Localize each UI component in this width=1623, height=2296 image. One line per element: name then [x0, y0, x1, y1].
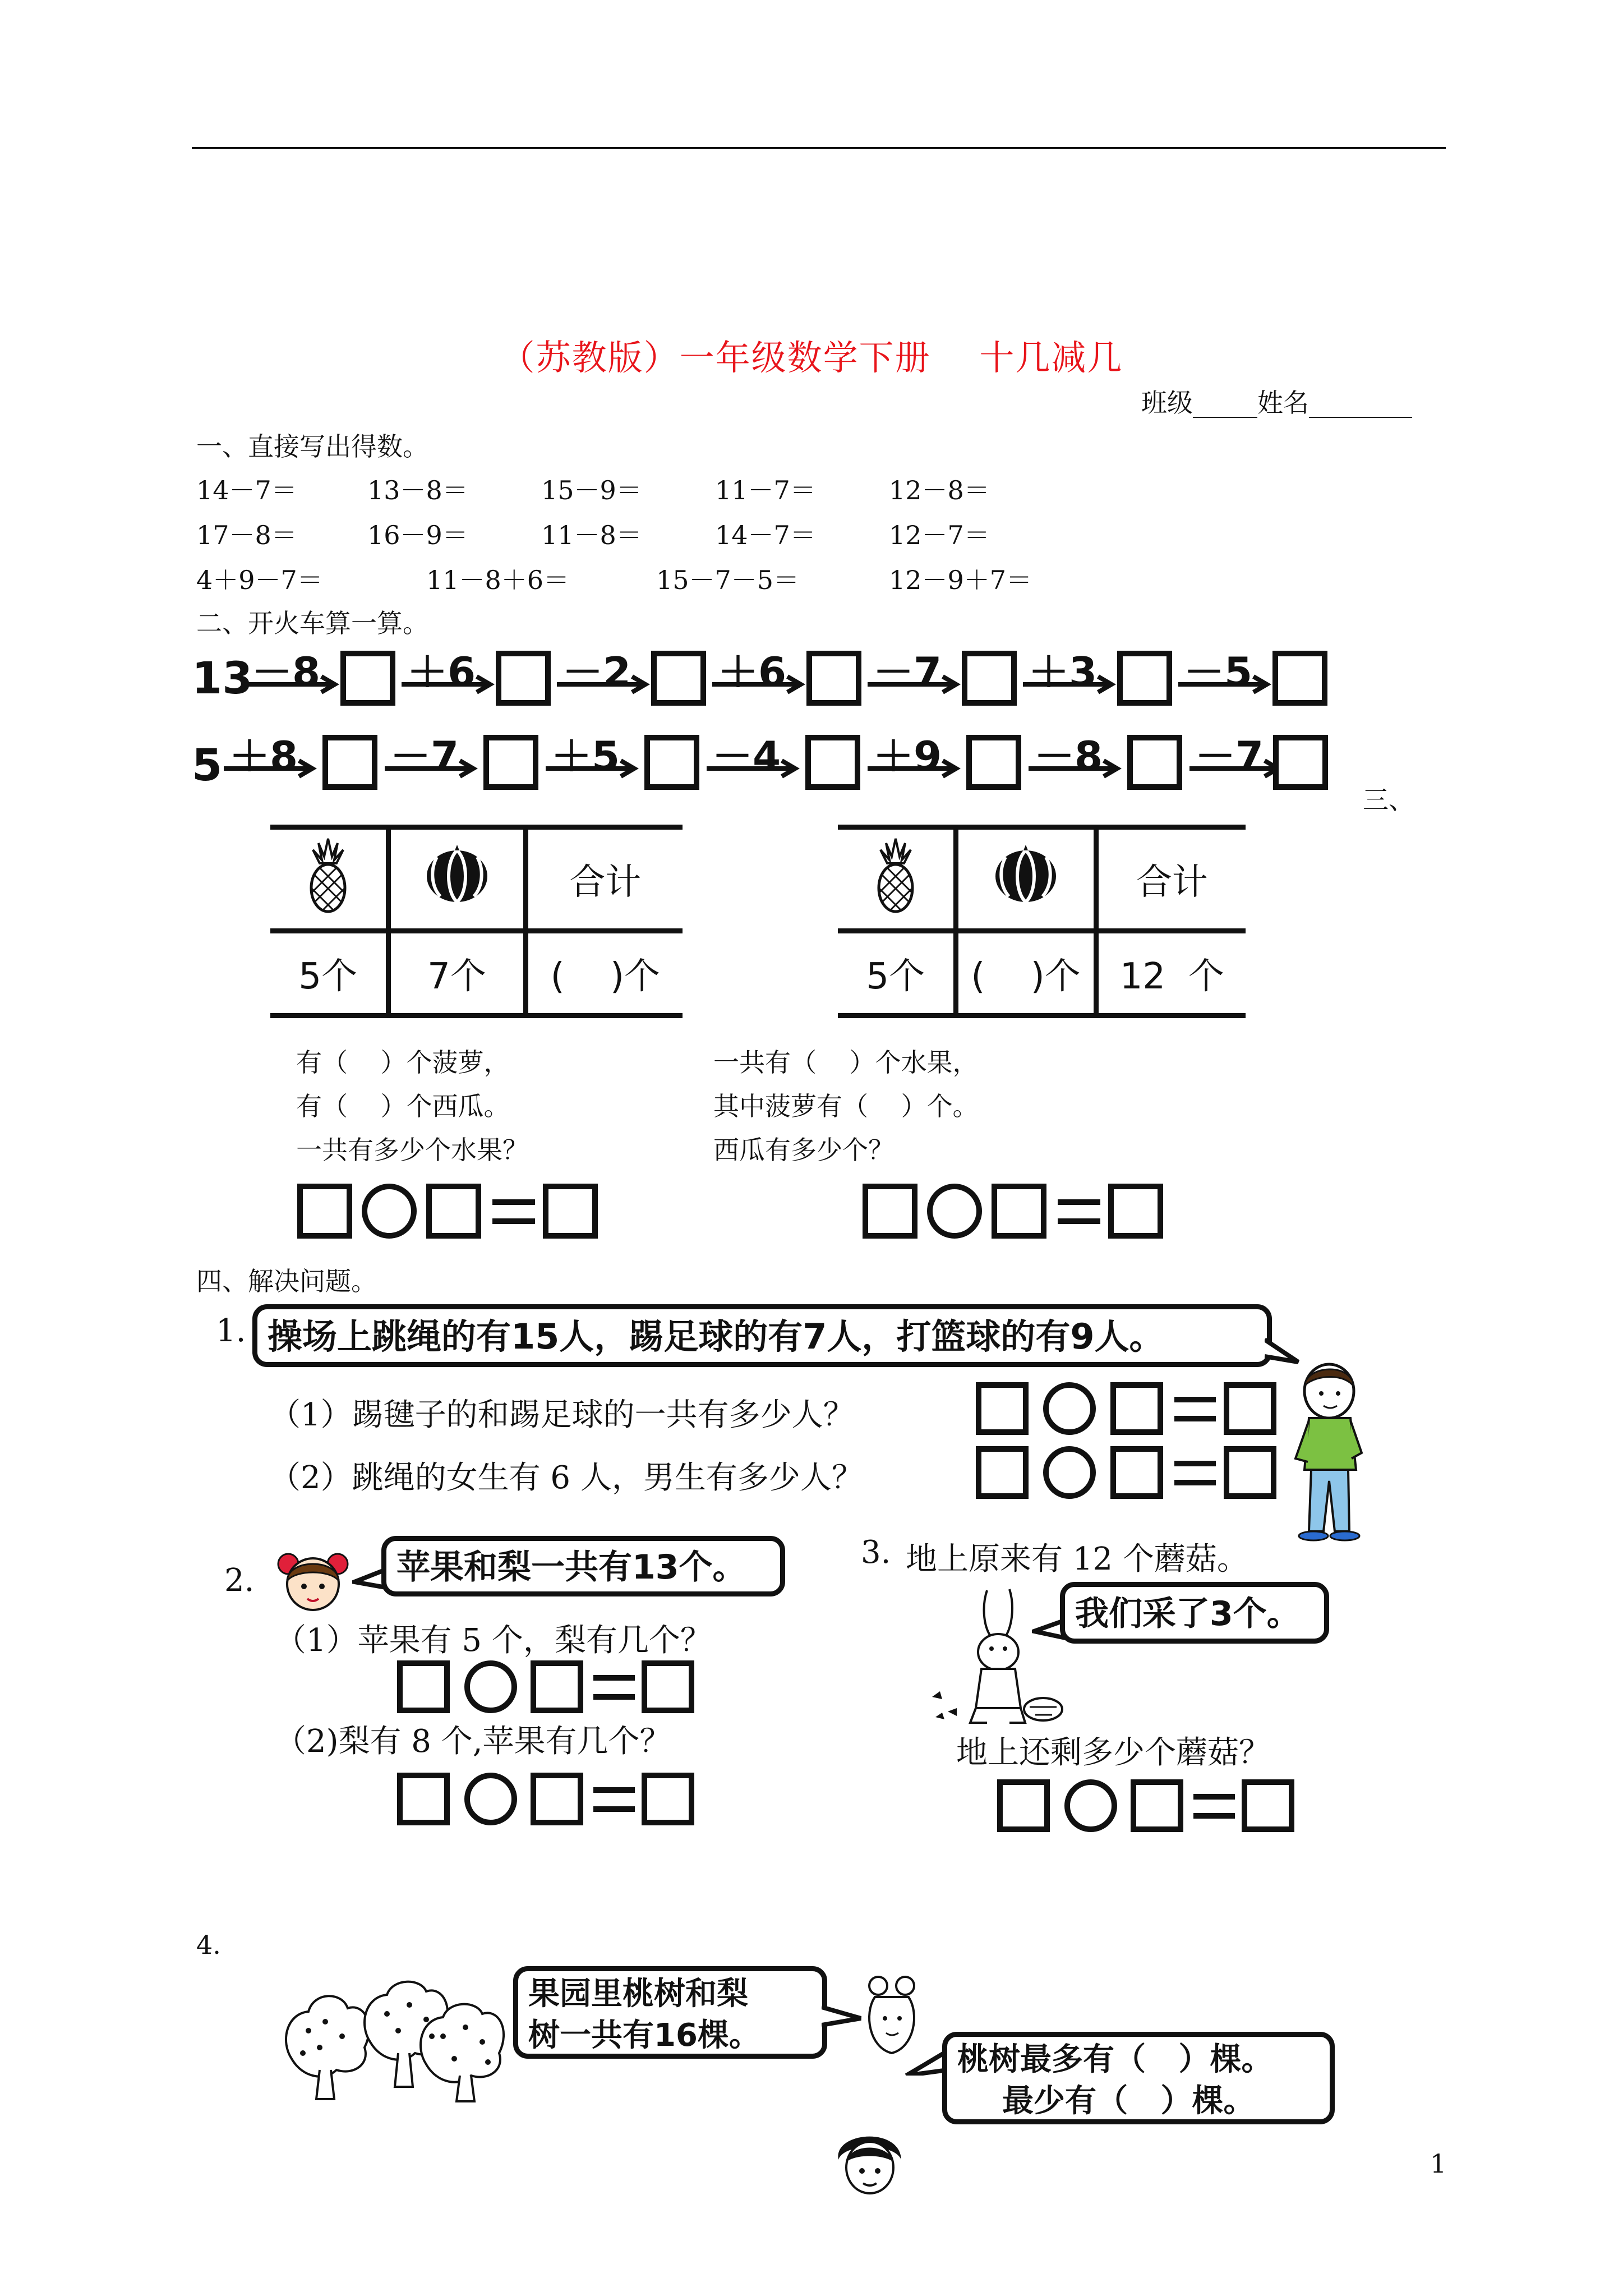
answer-box[interactable]	[863, 1184, 917, 1239]
answer-box[interactable]	[976, 1446, 1029, 1499]
train-arrow	[1176, 673, 1271, 696]
answer-box[interactable]	[297, 1184, 352, 1239]
answer-box[interactable]	[1110, 1446, 1163, 1499]
train-operation: －7	[1195, 733, 1264, 780]
train-arrow	[543, 757, 639, 780]
exercise-item: 15－7－5＝	[656, 565, 800, 595]
question-text: （2）跳绳的女生有 6 人，男生有多少人？	[269, 1460, 863, 1496]
train-arrow	[244, 673, 339, 696]
answer-box[interactable]	[397, 1773, 450, 1825]
answer-box[interactable]	[397, 1660, 450, 1713]
table-cell: ( )个	[956, 931, 1096, 1016]
watermelon-cell	[388, 827, 525, 931]
exercise-item: 12－9＋7＝	[889, 565, 1032, 595]
question-text: （2)梨有 8 个,苹果有几个？	[275, 1723, 671, 1760]
answer-box[interactable]	[1272, 651, 1327, 706]
exercise-item: 4＋9－7＝	[196, 565, 323, 595]
answer-box[interactable]	[322, 735, 377, 790]
operator-circle[interactable]	[1064, 1779, 1117, 1832]
train-operation: －5	[1183, 648, 1253, 696]
equals-sign	[492, 1199, 535, 1225]
question-text: （1）踢毽子的和踢足球的一共有多少人？	[269, 1397, 855, 1433]
train-operation: －2	[562, 648, 631, 696]
bubble-line: 树一共有16棵。	[528, 2017, 760, 2054]
answer-box[interactable]	[426, 1184, 481, 1239]
train-arrow	[865, 673, 961, 696]
answer-box[interactable]	[1224, 1382, 1276, 1435]
girl-face-illustration	[833, 2126, 906, 2199]
train-operation: ＋9	[873, 733, 942, 780]
train-arrow	[399, 673, 495, 696]
bubble-line: 最少有（ ）棵。	[1002, 2083, 1255, 2119]
answer-box[interactable]	[976, 1382, 1029, 1435]
operator-circle[interactable]	[464, 1660, 517, 1713]
train-operation: ＋5	[551, 733, 620, 780]
speech-bubble	[513, 1966, 827, 2059]
train-operation: －8	[251, 648, 321, 696]
problem-number: 3.	[861, 1534, 891, 1571]
exercise-item: 11－8＋6＝	[426, 565, 570, 595]
operator-circle[interactable]	[362, 1184, 417, 1239]
question-line: 西瓜有多少个？	[713, 1135, 894, 1165]
train-arrow	[382, 757, 478, 780]
bubble-line: 桃树最多有（ ）棵。	[957, 2041, 1273, 2078]
answer-box[interactable]	[992, 1184, 1046, 1239]
answer-box[interactable]	[651, 651, 706, 706]
total-header: 合计	[1096, 827, 1246, 931]
train-operation: ＋8	[229, 733, 298, 780]
operator-circle[interactable]	[1043, 1446, 1096, 1499]
exercise-item: 17－8＝	[196, 520, 297, 550]
answer-box[interactable]	[805, 735, 860, 790]
answer-box[interactable]	[1224, 1446, 1276, 1499]
answer-box[interactable]	[642, 1660, 694, 1713]
train-operation: －8	[1034, 733, 1103, 780]
train-start-number: 5	[192, 740, 223, 791]
train-operation: ＋6	[407, 648, 476, 696]
train-arrow	[1026, 757, 1122, 780]
answer-box[interactable]	[997, 1779, 1050, 1832]
table-cell: 5个	[838, 931, 956, 1016]
exercise-item: 14－7＝	[196, 475, 297, 505]
equals-sign	[593, 1675, 635, 1701]
pineapple-cell	[270, 827, 388, 931]
pineapple-cell	[838, 827, 956, 931]
operator-circle[interactable]	[464, 1773, 517, 1825]
exercise-item: 15－9＝	[541, 475, 642, 505]
answer-box[interactable]	[531, 1660, 583, 1713]
operator-circle[interactable]	[927, 1184, 982, 1239]
train-operation: －7	[390, 733, 459, 780]
answer-box[interactable]	[483, 735, 538, 790]
answer-box[interactable]	[531, 1773, 583, 1825]
answer-box[interactable]	[1110, 1382, 1163, 1435]
boy-illustration	[1284, 1358, 1374, 1543]
answer-box[interactable]	[340, 651, 395, 706]
train-arrow	[1021, 673, 1116, 696]
exercise-item: 11－8＝	[541, 520, 642, 550]
exercise-item: 12－7＝	[889, 520, 990, 550]
section4-heading: 四、解决问题。	[196, 1266, 377, 1296]
train-arrow	[865, 757, 961, 780]
equals-sign	[1058, 1199, 1100, 1225]
question-line: 有（ ）个菠萝，	[296, 1047, 510, 1078]
girl-face-illustration	[274, 1547, 352, 1614]
answer-box[interactable]	[543, 1184, 598, 1239]
exercise-item: 12－8＝	[889, 475, 990, 505]
answer-box[interactable]	[806, 651, 861, 706]
fruit-table-right	[838, 825, 1246, 1018]
animal-character-illustration	[858, 1975, 925, 2059]
train-operation: －7	[873, 648, 942, 696]
operator-circle[interactable]	[1043, 1382, 1096, 1435]
answer-box[interactable]	[496, 651, 551, 706]
section3-heading: 三、	[1363, 785, 1414, 815]
speech-bubble	[942, 2032, 1335, 2124]
problem-number: 2.	[224, 1562, 255, 1599]
train-arrow	[704, 757, 800, 780]
train-operation: ＋6	[717, 648, 787, 696]
answer-box[interactable]	[962, 651, 1017, 706]
answer-box[interactable]	[644, 735, 699, 790]
watermelon-icon	[992, 844, 1059, 905]
bubble-tail	[903, 2047, 948, 2076]
question-line: 一共有（ ）个水果，	[713, 1047, 979, 1078]
header-rule	[192, 147, 1446, 149]
total-header: 合计	[525, 827, 683, 931]
equals-sign	[1193, 1794, 1235, 1820]
answer-box[interactable]	[966, 735, 1021, 790]
exercise-item: 14－7＝	[715, 520, 816, 550]
page-title: （苏教版）一年级数学下册 十几减几	[500, 337, 1123, 378]
watermelon-cell	[956, 827, 1096, 931]
orchard-trees-illustration	[280, 1975, 516, 2104]
table-cell: 5个	[270, 931, 388, 1016]
exercise-item: 16－9＝	[367, 520, 468, 550]
question-line: 一共有多少个水果？	[296, 1135, 528, 1165]
answer-box[interactable]	[1273, 735, 1328, 790]
train-arrow	[1187, 757, 1283, 780]
bubble-line: 果园里桃树和梨	[528, 1976, 748, 2012]
answer-box[interactable]	[1117, 651, 1172, 706]
answer-box[interactable]	[642, 1773, 694, 1825]
equals-sign	[1174, 1397, 1216, 1423]
question-text: （1）苹果有 5 个，梨有几个？	[275, 1622, 712, 1659]
page-number: 1	[1430, 2148, 1447, 2179]
answer-box[interactable]	[1131, 1779, 1183, 1832]
problem-intro: 地上原来有 12 个蘑菇。	[906, 1541, 1248, 1577]
pineapple-icon	[870, 835, 921, 914]
equals-sign	[593, 1787, 635, 1813]
speech-bubble: 苹果和梨一共有13个。	[381, 1536, 785, 1596]
exercise-item: 11－7＝	[715, 475, 816, 505]
bubble-tail	[352, 1565, 386, 1593]
section1-heading: 一、直接写出得数。	[196, 431, 428, 462]
table-cell: ( )个	[525, 931, 683, 1016]
fruit-table-left	[270, 825, 683, 1018]
question-line: 有（ ）个西瓜。	[296, 1091, 510, 1121]
problem-number: 1.	[216, 1313, 246, 1349]
section2-heading: 二、开火车算一算。	[196, 608, 428, 638]
answer-box[interactable]	[1242, 1779, 1294, 1832]
watermelon-icon	[423, 844, 491, 905]
train-arrow	[710, 673, 805, 696]
class-name-line: 班级_____姓名________	[1141, 388, 1412, 418]
problem-number: 4.	[196, 1930, 221, 1960]
question-text: 地上还剩多少个蘑菇？	[956, 1734, 1270, 1771]
table-cell: 7个	[388, 931, 525, 1016]
train-operation: －4	[712, 733, 781, 780]
answer-box[interactable]	[1127, 735, 1182, 790]
speech-bubble: 我们采了3个。	[1060, 1582, 1329, 1644]
answer-box[interactable]	[1108, 1184, 1163, 1239]
train-arrow	[222, 757, 317, 780]
train-arrow	[555, 673, 650, 696]
train-operation: ＋3	[1028, 648, 1098, 696]
table-cell: 12 个	[1096, 931, 1246, 1016]
train-start-number: 13	[192, 654, 253, 704]
question-line: 其中菠萝有（ ）个。	[713, 1091, 979, 1121]
exercise-item: 13－8＝	[367, 475, 468, 505]
speech-bubble: 操场上跳绳的有15人，踢足球的有7人，打篮球的有9人。	[252, 1304, 1272, 1367]
pineapple-icon	[303, 835, 353, 914]
equals-sign	[1174, 1461, 1216, 1487]
